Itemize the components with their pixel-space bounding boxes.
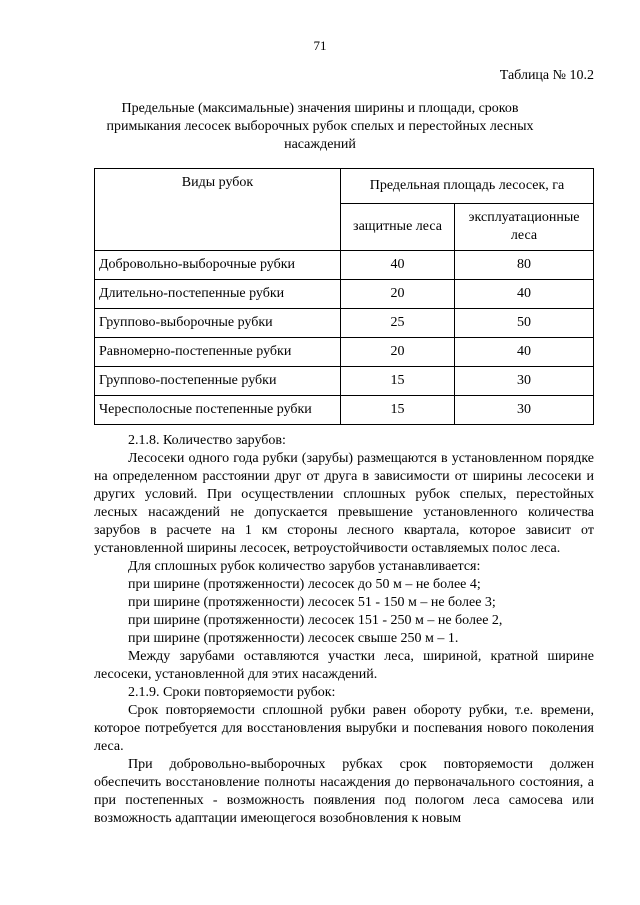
row-protective: 20 — [341, 280, 455, 309]
row-exploitation: 80 — [455, 251, 594, 280]
row-protective: 20 — [341, 338, 455, 367]
section-heading: 2.1.9. Сроки повторяемости рубок: — [128, 685, 336, 700]
row-protective: 15 — [341, 396, 455, 425]
header-kind: Виды рубок — [95, 169, 341, 251]
list-item: при ширине (протяженности) лесосек свыше 250 м – 1. — [128, 631, 459, 646]
row-exploitation: 50 — [455, 309, 594, 338]
row-kind: Добровольно-выборочные рубки — [95, 251, 341, 280]
table-label: Таблица № 10.2 — [499, 68, 594, 83]
header-protective: защитные леса — [341, 204, 455, 251]
row-kind: Группово-постепенные рубки — [95, 367, 341, 396]
row-protective: 15 — [341, 367, 455, 396]
table-row — [95, 280, 594, 309]
table-row — [95, 251, 594, 280]
body-text — [94, 432, 594, 828]
table-row — [95, 338, 594, 367]
row-kind: Группово-выборочные рубки — [95, 309, 341, 338]
list-item: при ширине (протяженности) лесосек до 50 м – не более 4; — [128, 577, 481, 592]
header-exploitation: эксплуатационные леса — [455, 204, 594, 251]
paragraph: Срок повторяемости сплошной рубки равен обороту рубки, т.е. времени, которое потребуется для восстановления вырубки и поспевания нового поколения леса. — [94, 703, 594, 754]
limits-table — [94, 168, 594, 425]
paragraph: Лесосеки одного года рубки (зарубы) размещаются в установленном порядке на определенном расстоянии друг от друга в зависимости от ширины лесосеки и других условий. При осуществлении сплошных рубок спелых, перестойных лесных насаждений не допускается превышение установленного количества зарубов в расчете на 1 км стороны лесного квартала, которое зависит от установленной ширины лесосек, ветроустойчивости оставляемых полос леса. — [94, 451, 594, 556]
page-number: 71 — [313, 38, 327, 53]
table-row — [95, 309, 594, 338]
table-header-row — [95, 169, 594, 204]
row-kind: Длительно-постепенные рубки — [95, 280, 341, 309]
row-exploitation: 30 — [455, 367, 594, 396]
section-heading: 2.1.8. Количество зарубов: — [128, 433, 286, 448]
paragraph: При добровольно-выборочных рубках срок повторяемости должен обеспечить восстановление полноты насаждения до первоначального состояния, а при постепенных - возможность появления под пологом леса самосева или возможность адаптации имеющегося возобновления к новым — [94, 757, 594, 826]
paragraph: Между зарубами оставляются участки леса, шириной, кратной ширине лесосеки, установленной для этих насаждений. — [94, 649, 594, 682]
list-item: при ширине (протяженности) лесосек 51 - 150 м – не более 3; — [128, 595, 496, 610]
table-row — [95, 396, 594, 425]
paragraph: Для сплошных рубок количество зарубов устанавливается: — [128, 559, 481, 574]
row-protective: 25 — [341, 309, 455, 338]
row-protective: 40 — [341, 251, 455, 280]
row-exploitation: 30 — [455, 396, 594, 425]
header-area: Предельная площадь лесосек, га — [341, 169, 594, 204]
row-exploitation: 40 — [455, 280, 594, 309]
table-row — [95, 367, 594, 396]
row-kind: Равномерно-постепенные рубки — [95, 338, 341, 367]
row-exploitation: 40 — [455, 338, 594, 367]
table-caption: Предельные (максимальные) значения ширины и площади, сроков примыкания лесосек выборочных рубок спелых и перестойных лесных насаждений — [106, 101, 534, 152]
row-kind: Чересполосные постепенные рубки — [95, 396, 341, 425]
list-item: при ширине (протяженности) лесосек 151 - 250 м – не более 2, — [128, 613, 503, 628]
